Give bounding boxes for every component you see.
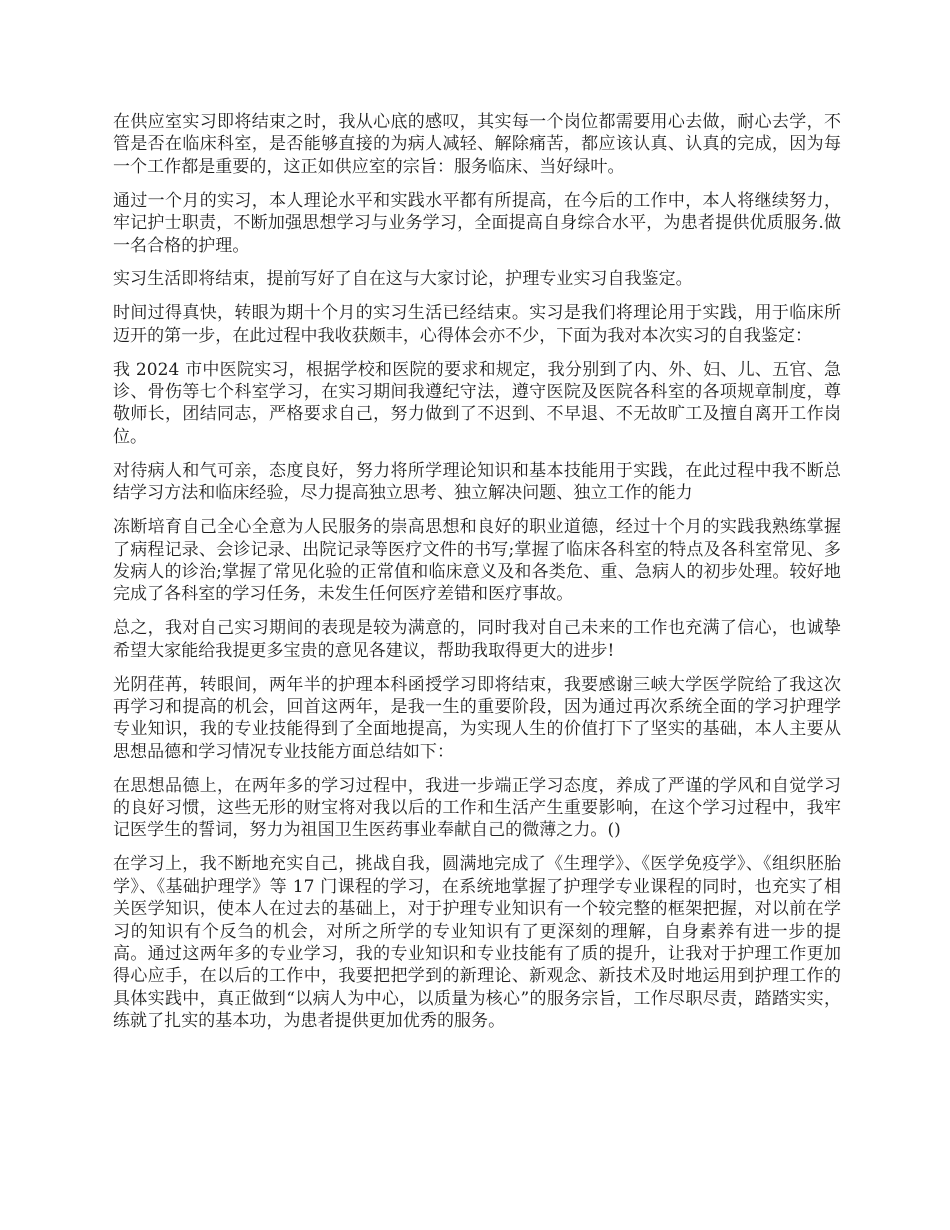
paragraph-6: 对待病人和气可亲，态度良好，努力将所学理论知识和基本技能用于实践，在此过程中我不断总结学习方法和临床经验，尽力提高独立思考、独立解决问题、独立工作的能力 [113,460,841,504]
paragraph-10: 在思想品德上，在两年多的学习过程中，我进一步端正学习态度，养成了严谨的学风和自觉学习的良好习惯，这些无形的财宝将对我以后的工作和生活产生重要影响，在这个学习过程中，我牢记医学生的誓词，努力为祖国卫生医药事业奉献自己的微薄之力。() [113,775,841,841]
document-page [113,111,841,1044]
paragraph-9: 光阴荏苒，转眼间，两年半的护理本科函授学习即将结束，我要感谢三峡大学医学院给了我这次再学习和提高的机会，回首这两年，是我一生的重要阶段，因为通过再次系统全面的学习护理学专业知识，我的专业技能得到了全面地提高，为实现人生的价值打下了坚实的基础，本人主要从思想品德和学习情况专业技能方面总结如下： [113,674,841,762]
paragraph-3: 实习生活即将结束，提前写好了自在这与大家讨论，护理专业实习自我鉴定。 [113,269,693,290]
paragraph-4: 时间过得真快，转眼为期十个月的实习生活已经结束。实习是我们将理论用于实践，用于临床所迈开的第一步，在此过程中我收获颇丰，心得体会亦不少，下面为我对本次实习的自我鉴定： [113,303,841,346]
paragraph-7: 冻断培育自己全心全意为人民服务的崇高思想和良好的职业道德，经过十个月的实践我熟练掌握了病程记录、会诊记录、出院记录等医疗文件的书写;掌握了临床各科室的特点及各科室常见、多发病人的诊治;掌握了常见化验的正常值和临床意义及和各类危、重、急病人的初步处理。较好地完成了各科室的学习任务，未发生任何医疗差错和医疗事故。 [113,517,841,605]
paragraph-2: 通过一个月的实习，本人理论水平和实践水平都有所提高，在今后的工作中，本人将继续努力，牢记护士职责，不断加强思想学习与业务学习，全面提高自身综合水平，为患者提供优质服务.做一名合格的护理。 [113,190,841,256]
paragraph-11: 在学习上，我不断地充实自己，挑战自我，圆满地完成了《生理学》、《医学免疫学》、《组织胚胎学》、《基础护理学》等 17 门课程的学习，在系统地掌握了护理学专业课程的同时，也充实了相关医学知识，使本人在过去的基础上，对于护理专业知识有一个较完整的框架把握，对以前在学习的知识有个反刍的机会，对所之所学的专业知识有了更深刻的理解，自身素养有进一步的提高。通过这两年多的专业学习，我的专业知识和专业技能有了质的提升，让我对于护理工作更加得心应手，在以后的工作中，我要把把学到的新理论、新观念、新技术及时地运用到护理工作的具体实践中，真正做到“以病人为中心，以质量为核心”的服务宗旨，工作尽职尽责，踏踏实实，练就了扎实的基本功，为患者提供更加优秀的服务。 [113,854,841,1032]
paragraph-5: 我 2024 市中医院实习，根据学校和医院的要求和规定，我分别到了内、外、妇、儿、五官、急诊、骨伤等七个科室学习，在实习期间我遵纪守法，遵守医院及医院各科室的各项规章制度，尊敬师长，团结同志，严格要求自己，努力做到了不迟到、不早退、不无故旷工及擅自离开工作岗位。 [113,359,841,447]
paragraph-1: 在供应室实习即将结束之时，我从心底的感叹，其实每一个岗位都需要用心去做，耐心去学，不管是否在临床科室，是否能够直接的为病人减轻、解除痛苦，都应该认真、认真的完成，因为每一个工作都是重要的，这正如供应室的宗旨：服务临床、当好绿叶。 [113,112,841,177]
paragraph-8: 总之，我对自己实习期间的表现是较为满意的，同时我对自己未来的工作也充满了信心，也诚挚希望大家能给我提更多宝贵的意见各建议，帮助我取得更大的进步! [113,618,841,661]
